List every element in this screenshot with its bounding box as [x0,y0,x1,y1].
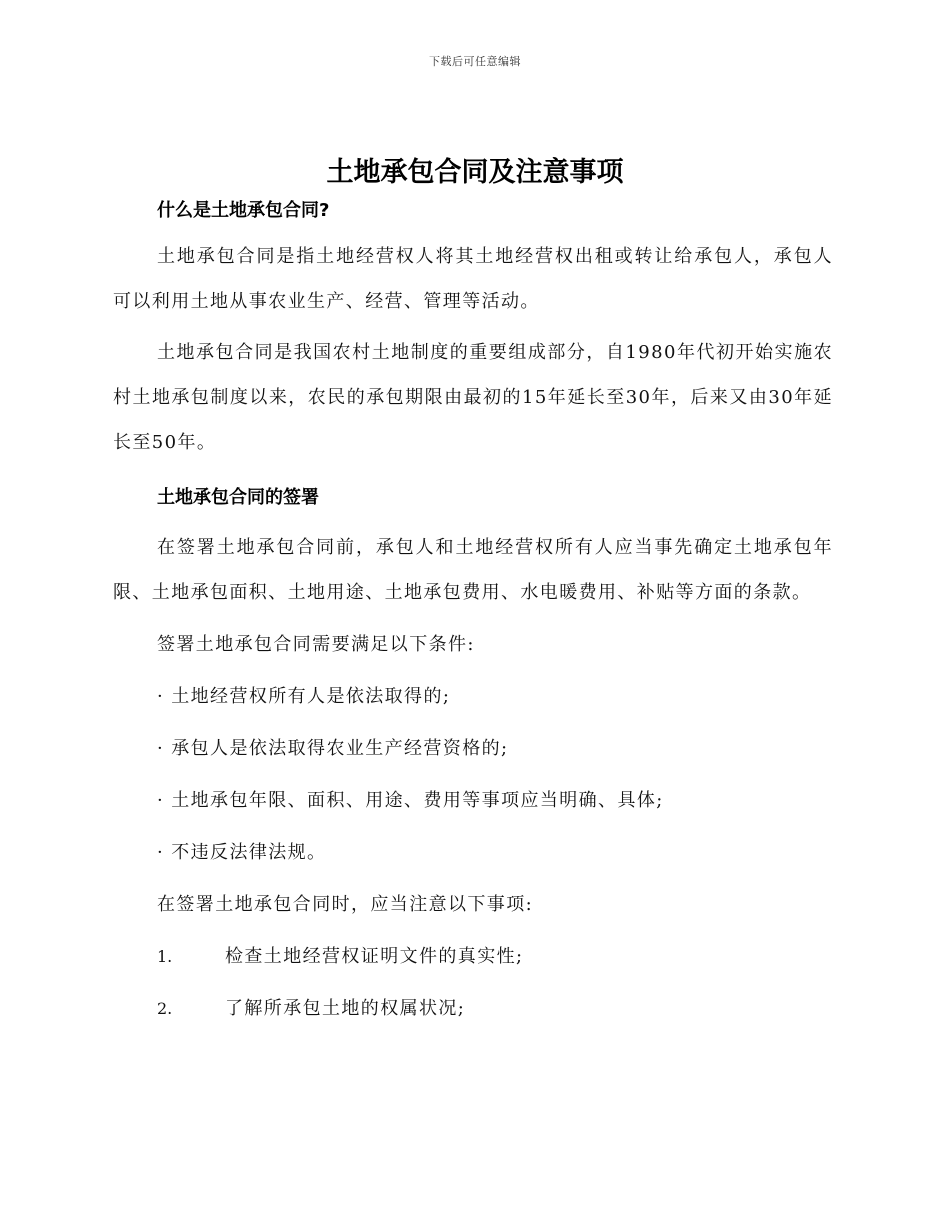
section-heading-what-is: 什么是土地承包合同? [157,200,330,221]
list-item-note [113,983,833,1035]
list-item-condition: · 土地经营权所有人是依法取得的; [157,686,451,707]
list-item-text: 检查土地经营权证明文件的真实性; [225,946,524,967]
conditions-intro: 签署土地承包合同需要满足以下条件: [157,634,475,655]
list-item-condition: · 不违反法律法规。 [157,842,327,863]
list-item-condition: · 土地承包年限、面积、用途、费用等事项应当明确、具体; [157,790,664,811]
section-heading-signing: 土地承包合同的签署 [157,487,319,508]
paragraph-definition: 土地承包合同是指土地经营权人将其土地经营权出租或转让给承包人，承包人可以利用土地从事农业生产、经营、管理等活动。 [113,246,833,312]
list-item-number: 2. [157,999,173,1018]
notes-intro: 在签署土地承包合同时，应当注意以下事项: [157,894,534,915]
page-header: 下载后可任意编辑 [429,55,521,68]
list-item-number: 1. [157,947,173,966]
list-item-text: 了解所承包土地的权属状况; [225,998,466,1019]
document-body [113,196,833,1035]
list-item-condition: · 承包人是依法取得农业生产经营资格的; [157,738,509,759]
paragraph-signing-intro: 在签署土地承包合同前，承包人和土地经营权所有人应当事先确定土地承包年限、土地承包面积、土地用途、土地承包费用、水电暖费用、补贴等方面的条款。 [113,537,833,603]
paragraph-history: 土地承包合同是我国农村土地制度的重要组成部分，自1980年代初开始实施农村土地承包制度以来，农民的承包期限由最初的15年延长至30年，后来又由30年延长至50年。 [113,342,833,453]
document-title: 土地承包合同及注意事项 [326,157,624,188]
list-item-note [113,931,833,983]
